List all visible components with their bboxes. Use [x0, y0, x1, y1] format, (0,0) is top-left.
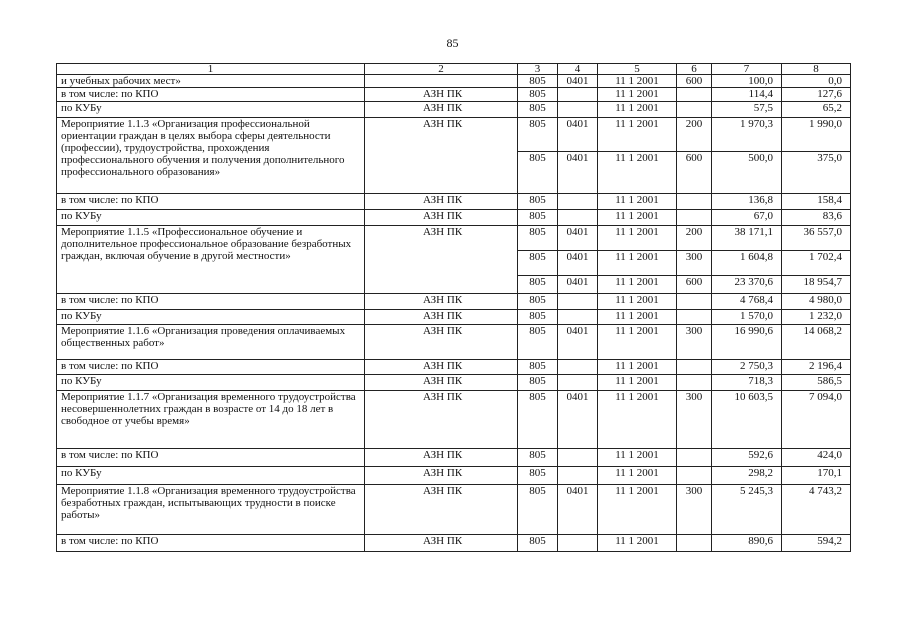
cell-c6: 200: [677, 118, 712, 152]
row-name: в том числе: по КПО: [57, 535, 365, 552]
cell-c6: [677, 360, 712, 375]
cell-c8: 127,6: [782, 88, 851, 102]
cell-c6: [677, 449, 712, 467]
cell-c7: 10 603,5: [712, 391, 782, 449]
row-org: АЗН ПК: [365, 102, 518, 118]
row-org: АЗН ПК: [365, 194, 518, 210]
cell-c7: 57,5: [712, 102, 782, 118]
cell-c3: 805: [518, 294, 558, 310]
row-name: в том числе: по КПО: [57, 294, 365, 310]
table-row: [57, 75, 851, 88]
cell-c5: 11 1 2001: [598, 88, 677, 102]
cell-c4: 0401: [558, 118, 598, 152]
cell-c6: [677, 102, 712, 118]
cell-c8: 586,5: [782, 375, 851, 391]
column-header: 8: [782, 64, 851, 75]
table-row: [57, 226, 851, 251]
cell-c3: 805: [518, 102, 558, 118]
cell-c6: 300: [677, 485, 712, 535]
table-row: [57, 118, 851, 152]
column-header: 4: [558, 64, 598, 75]
cell-c5: 11 1 2001: [598, 194, 677, 210]
row-name: по КУБу: [57, 102, 365, 118]
cell-c4: [558, 210, 598, 226]
cell-c5: 11 1 2001: [598, 210, 677, 226]
cell-c7: 2 750,3: [712, 360, 782, 375]
cell-c8: 14 068,2: [782, 325, 851, 360]
table-row: [57, 467, 851, 485]
cell-c6: 300: [677, 251, 712, 276]
column-header: 5: [598, 64, 677, 75]
cell-c7: 4 768,4: [712, 294, 782, 310]
row-org: АЗН ПК: [365, 485, 518, 535]
table-row: [57, 210, 851, 226]
cell-c7: 136,8: [712, 194, 782, 210]
cell-c4: 0401: [558, 276, 598, 294]
cell-c7: 1 570,0: [712, 310, 782, 325]
page-number: 85: [446, 36, 459, 50]
cell-c7: 5 245,3: [712, 485, 782, 535]
row-org: АЗН ПК: [365, 375, 518, 391]
cell-c7: 114,4: [712, 88, 782, 102]
cell-c4: [558, 294, 598, 310]
cell-c8: 594,2: [782, 535, 851, 552]
cell-c5: 11 1 2001: [598, 391, 677, 449]
row-name: и учебных рабочих мест»: [57, 75, 365, 88]
cell-c4: 0401: [558, 75, 598, 88]
cell-c6: 600: [677, 152, 712, 194]
cell-c4: [558, 360, 598, 375]
header-row: [57, 64, 851, 75]
row-name: по КУБу: [57, 210, 365, 226]
cell-c5: 11 1 2001: [598, 294, 677, 310]
cell-c5: 11 1 2001: [598, 310, 677, 325]
cell-c3: 805: [518, 485, 558, 535]
row-org: АЗН ПК: [365, 226, 518, 294]
cell-c8: 7 094,0: [782, 391, 851, 449]
row-name: Мероприятие 1.1.3 «Организация профессиональной ориентации граждан в целях выбора сферы деятельности (профессии), трудоустройства, прохождения профессионального обучения и получения дополнительного профессионального образования»: [57, 118, 365, 194]
cell-c8: 1 990,0: [782, 118, 851, 152]
cell-c4: [558, 310, 598, 325]
cell-c7: 1 604,8: [712, 251, 782, 276]
cell-c8: 158,4: [782, 194, 851, 210]
cell-c3: 805: [518, 535, 558, 552]
cell-c3: 805: [518, 391, 558, 449]
table-row: [57, 375, 851, 391]
cell-c7: 23 370,6: [712, 276, 782, 294]
cell-c5: 11 1 2001: [598, 251, 677, 276]
cell-c8: 2 196,4: [782, 360, 851, 375]
row-name: Мероприятие 1.1.6 «Организация проведения оплачиваемых общественных работ»: [57, 325, 365, 360]
cell-c3: 805: [518, 75, 558, 88]
row-name: в том числе: по КПО: [57, 449, 365, 467]
cell-c8: 83,6: [782, 210, 851, 226]
row-org: АЗН ПК: [365, 294, 518, 310]
cell-c3: 805: [518, 325, 558, 360]
cell-c5: 11 1 2001: [598, 535, 677, 552]
cell-c8: 1 232,0: [782, 310, 851, 325]
cell-c7: 890,6: [712, 535, 782, 552]
cell-c8: 424,0: [782, 449, 851, 467]
row-org: АЗН ПК: [365, 325, 518, 360]
cell-c7: 592,6: [712, 449, 782, 467]
cell-c5: 11 1 2001: [598, 152, 677, 194]
cell-c3: 805: [518, 467, 558, 485]
cell-c3: 805: [518, 276, 558, 294]
cell-c8: 170,1: [782, 467, 851, 485]
cell-c6: 600: [677, 276, 712, 294]
column-header: 3: [518, 64, 558, 75]
cell-c5: 11 1 2001: [598, 485, 677, 535]
cell-c8: 1 702,4: [782, 251, 851, 276]
cell-c4: 0401: [558, 485, 598, 535]
cell-c7: 1 970,3: [712, 118, 782, 152]
cell-c3: 805: [518, 375, 558, 391]
row-name: Мероприятие 1.1.7 «Организация временного трудоустройства несовершеннолетних граждан в возрасте от 14 до 18 лет в свободное от учебы время»: [57, 391, 365, 449]
cell-c4: 0401: [558, 391, 598, 449]
row-org: АЗН ПК: [365, 118, 518, 194]
cell-c4: [558, 102, 598, 118]
cell-c5: 11 1 2001: [598, 360, 677, 375]
row-org: АЗН ПК: [365, 391, 518, 449]
cell-c4: [558, 449, 598, 467]
cell-c8: 65,2: [782, 102, 851, 118]
row-org: АЗН ПК: [365, 467, 518, 485]
cell-c7: 500,0: [712, 152, 782, 194]
cell-c3: 805: [518, 251, 558, 276]
row-name: в том числе: по КПО: [57, 360, 365, 375]
table-row: [57, 310, 851, 325]
cell-c5: 11 1 2001: [598, 226, 677, 251]
cell-c6: [677, 535, 712, 552]
cell-c7: 67,0: [712, 210, 782, 226]
cell-c5: 11 1 2001: [598, 102, 677, 118]
cell-c5: 11 1 2001: [598, 449, 677, 467]
cell-c8: 18 954,7: [782, 276, 851, 294]
cell-c3: 805: [518, 449, 558, 467]
cell-c6: 300: [677, 325, 712, 360]
table-row: [57, 88, 851, 102]
cell-c3: 805: [518, 194, 558, 210]
row-org: АЗН ПК: [365, 210, 518, 226]
column-header: 1: [57, 64, 365, 75]
row-name: Мероприятие 1.1.8 «Организация временного трудоустройства безработных граждан, испытывающих трудности в поиске работы»: [57, 485, 365, 535]
cell-c7: 100,0: [712, 75, 782, 88]
cell-c7: 16 990,6: [712, 325, 782, 360]
cell-c6: [677, 194, 712, 210]
cell-c6: [677, 467, 712, 485]
cell-c6: 600: [677, 75, 712, 88]
cell-c4: [558, 467, 598, 485]
cell-c6: 200: [677, 226, 712, 251]
table-row: [57, 485, 851, 535]
cell-c7: 298,2: [712, 467, 782, 485]
row-name: Мероприятие 1.1.5 «Профессиональное обучение и дополнительное профессиональное образование безработных граждан, включая обучение в другой местности»: [57, 226, 365, 294]
row-name: по КУБу: [57, 467, 365, 485]
row-org: АЗН ПК: [365, 88, 518, 102]
table-row: [57, 449, 851, 467]
table-row: [57, 360, 851, 375]
column-header: 2: [365, 64, 518, 75]
row-org: [365, 75, 518, 88]
row-name: по КУБу: [57, 310, 365, 325]
table-row: [57, 535, 851, 552]
cell-c3: 805: [518, 226, 558, 251]
cell-c5: 11 1 2001: [598, 325, 677, 360]
cell-c4: [558, 194, 598, 210]
cell-c6: [677, 310, 712, 325]
budget-table: [56, 63, 851, 552]
row-name: в том числе: по КПО: [57, 88, 365, 102]
cell-c3: 805: [518, 360, 558, 375]
table-row: [57, 102, 851, 118]
cell-c3: 805: [518, 310, 558, 325]
table-row: [57, 194, 851, 210]
cell-c5: 11 1 2001: [598, 75, 677, 88]
cell-c8: 4 743,2: [782, 485, 851, 535]
cell-c5: 11 1 2001: [598, 276, 677, 294]
cell-c5: 11 1 2001: [598, 467, 677, 485]
cell-c5: 11 1 2001: [598, 375, 677, 391]
cell-c8: 0,0: [782, 75, 851, 88]
cell-c8: 36 557,0: [782, 226, 851, 251]
row-name: в том числе: по КПО: [57, 194, 365, 210]
cell-c3: 805: [518, 152, 558, 194]
cell-c7: 38 171,1: [712, 226, 782, 251]
cell-c6: 300: [677, 391, 712, 449]
cell-c4: [558, 375, 598, 391]
cell-c4: 0401: [558, 226, 598, 251]
cell-c3: 805: [518, 118, 558, 152]
column-header: 6: [677, 64, 712, 75]
row-org: АЗН ПК: [365, 360, 518, 375]
table-row: [57, 325, 851, 360]
cell-c5: 11 1 2001: [598, 118, 677, 152]
cell-c8: 4 980,0: [782, 294, 851, 310]
cell-c4: [558, 88, 598, 102]
cell-c6: [677, 210, 712, 226]
cell-c4: 0401: [558, 325, 598, 360]
table-row: [57, 391, 851, 449]
cell-c6: [677, 88, 712, 102]
cell-c3: 805: [518, 88, 558, 102]
row-org: АЗН ПК: [365, 449, 518, 467]
cell-c7: 718,3: [712, 375, 782, 391]
cell-c8: 375,0: [782, 152, 851, 194]
cell-c4: 0401: [558, 251, 598, 276]
cell-c3: 805: [518, 210, 558, 226]
row-org: АЗН ПК: [365, 535, 518, 552]
cell-c6: [677, 375, 712, 391]
row-name: по КУБу: [57, 375, 365, 391]
cell-c6: [677, 294, 712, 310]
table-row: [57, 294, 851, 310]
row-org: АЗН ПК: [365, 310, 518, 325]
cell-c4: [558, 535, 598, 552]
column-header: 7: [712, 64, 782, 75]
cell-c4: 0401: [558, 152, 598, 194]
